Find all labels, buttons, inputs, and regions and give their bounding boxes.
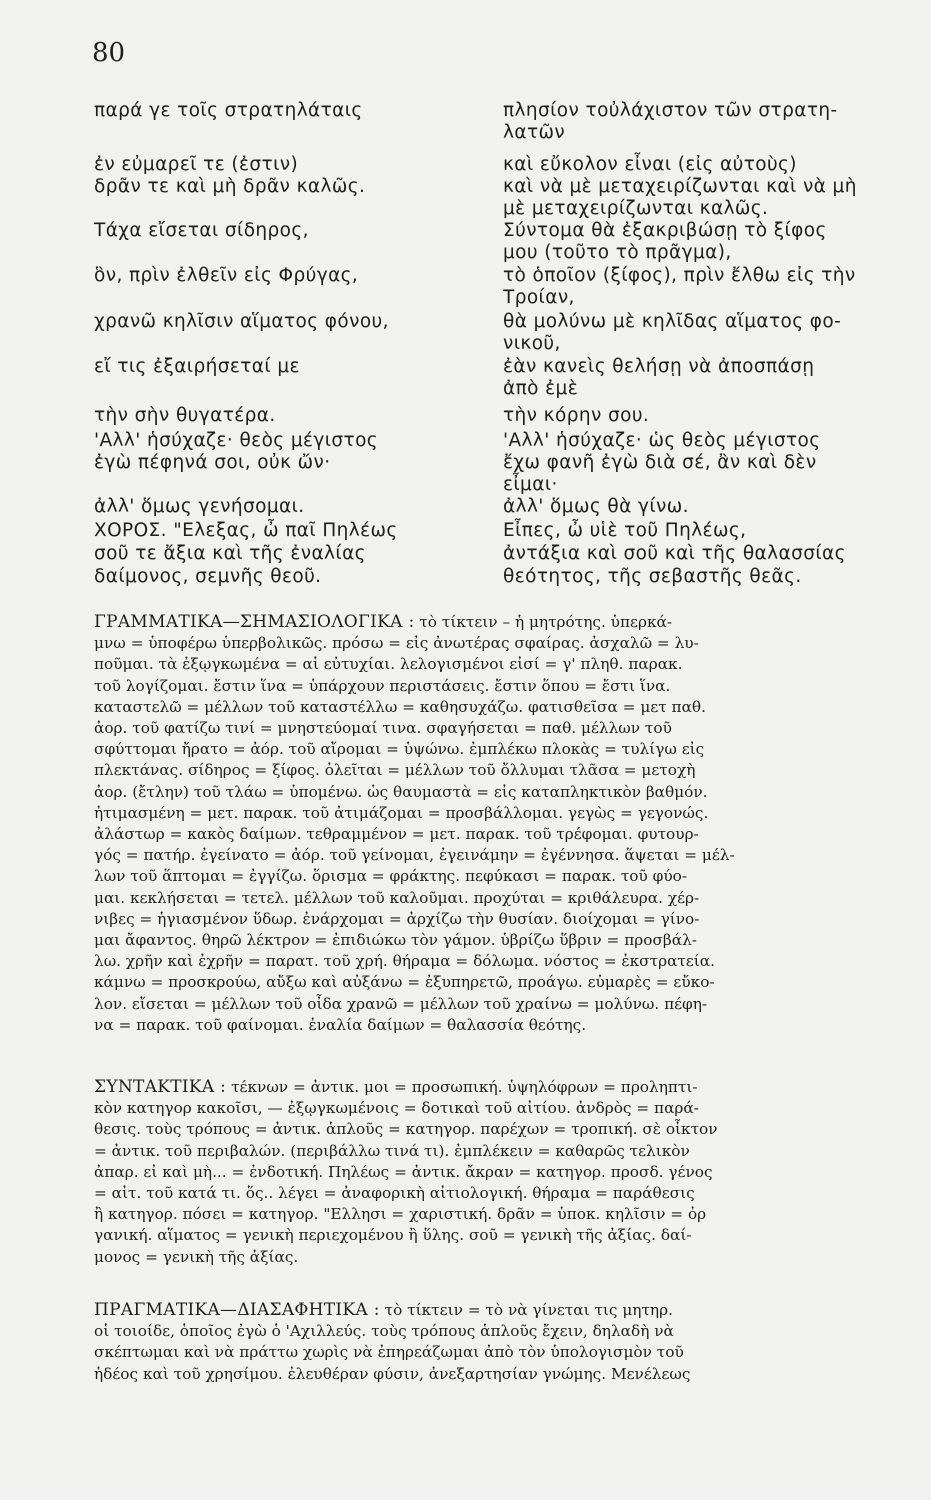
section-heading: ΓΡΑΜΜΑΤΙΚΑ—ΣΗΜΑΣΙΟΛΟΓΙΚΑ : [94,612,415,632]
note-line: λω. χρῆν καὶ ἐχρῆν = παρατ. τοῦ χρή. θήραμα = δόλωμα. νόστος = ἐκστρατεία. [94,952,715,971]
note-line: τοῦ λογίζομαι. ἔστιν ἵνα = ὑπάρχουν περιστάσεις. ἔστιν ὅπου = ἔστι ἵνα. [94,676,671,695]
translation-line: θὰ μολύνω μὲ κηλῖδας αἵματος φο- [503,311,842,332]
translation-line: ἀλλ' ὅμως θὰ γίνω. [503,496,689,517]
note-line: ἀορ. τοῦ φατίζω τινί = μνηστεύομαί τινα. σφαγήσεται = παθ. μέλλων τοῦ [94,719,672,738]
note-line: λον. εἴσεται = μέλλων τοῦ οἶδα χρανῶ = μέλλων τοῦ χραίνω = μολύνω. πέφη- [94,994,708,1013]
translation-line: θεότητος, τῆς σεβαστῆς θεᾶς. [503,566,802,587]
section-heading: ΣΥΝΤΑΚΤΙΚΑ : [94,1077,227,1097]
pragmatika-section [94,1300,930,1385]
note-line: ἡδέος καὶ τοῦ χρησίμου. ἐλευθέραν φύσιν, ἀνεξαρτησίαν γνώμης. Μενέλεως [94,1364,691,1383]
translation-line: μὲ μεταχειρίζωνται καλῶς. [503,198,769,219]
section-heading: ΠΡΑΓΜΑΤΙΚΑ—ΔΙΑΣΑΦΗΤΙΚΑ : [94,1300,380,1320]
note-line: = ἀντικ. τοῦ περιβαλών. (περιβάλλω τινά τι). ἐμπλέκειν = καθαρῶς τελικὸν [94,1141,690,1160]
note-line: τὸ τίκτειν = τὸ νὰ γίνεται τις μητηρ. [384,1301,673,1319]
note-line: ἀορ. (ἔτλην) τοῦ τλάω = ὑπομένω. ὡς θαυμαστὰ = εἰς καταπληκτικὸν βαθμόν. [94,782,708,801]
verse-line: δαίμονος, σεμνῆς θεοῦ. [94,566,322,587]
translation-line: μου (τοῦτο τὸ πρᾶγμα), [503,242,732,263]
note-line: ἠτιμασμένη = μετ. παρακ. τοῦ ἀτιμάζομαι = προσβάλλομαι. γεγὼς = γεγονώς. [94,803,709,822]
translation-line: νικοῦ, [503,333,561,354]
note-line: να = παρακ. τοῦ φαίνομαι. ἐναλία δαίμων = θαλασσία θεότης. [94,1015,587,1034]
translation-line: εἶμαι· [503,474,558,495]
note-line: τὸ τίκτειν – ἡ μητρότης. ὑπερκά- [419,613,673,631]
translation-line: καὶ νὰ μὲ μεταχειρίζωνται καὶ νὰ μὴ [503,176,857,197]
note-line: μαι. κεκλήσεται = τετελ. μέλλων τοῦ καλοῦμαι. προχύται = κριθάλευρα. χέρ- [94,888,700,907]
note-line: ἀλάστωρ = κακὸς δαίμων. τεθραμμένον = μετ. παρακ. τοῦ τρέφομαι. φυτουρ- [94,825,699,844]
translation-line: ἐὰν κανεὶς θελήσῃ νὰ ἀποσπάσῃ [503,356,815,377]
note-line: οἱ τοιοίδε, ὁποῖος ἐγὼ ὁ 'Αχιλλεύς. τοὺς τρόπους ἁπλοῦς ἔχειν, δηλαδὴ νὰ [94,1322,674,1341]
translation-line: 'Αλλ' ἡσύχαζε· ὡς θεὸς μέγιστος [503,430,821,451]
note-line: λων τοῦ ἅπτομαι = ἐγγίζω. ὅρισμα = φράκτης. πεφύκασι = παρακ. τοῦ φύο- [94,867,688,886]
note-line: ἀπαρ. εἰ καὶ μὴ... = ἐνδοτική. Πηλέως = ἀντικ. ἄκραν = κατηγορ. προσδ. γένος [94,1162,713,1181]
syntaktika-section [94,1077,930,1268]
translation-line: λατῶν [503,122,566,143]
verse-line: Τάχα εἴσεται σίδηρος, [94,220,309,241]
verse-line: παρά γε τοῖς στρατηλάταις [94,100,363,121]
note-line: καταστελῶ = μέλλων τοῦ καταστέλλω = καθησυχάζω. φατισθεῖσα = μετ παθ. [94,697,706,716]
verse-line: ἐγὼ πέφηνά σοι, οὐκ ὤν· [94,452,331,473]
note-line: κὸν κατηγορ κακοῖσι, — ἐξῳγκωμένοις = δοτικαὶ τοῦ αἰτίου. ἀνδρὸς = παρά- [94,1099,699,1118]
note-line: νιβες = ἡγιασμένον ὕδωρ. ἐνάρχομαι = ἀρχίζω τὴν θυσίαν. διοίχομαι = γίνο- [94,909,700,928]
note-line: μαι ἄφαντος. θηρῶ λέκτρον = ἐπιδιώκω τὸν γάμον. ὑβρίζω ὕβριν = προσβάλ- [94,931,697,950]
translation-line: ἔχω φανῆ ἐγὼ διὰ σέ, ἂν καὶ δὲν [503,452,817,473]
note-line: = αἰτ. τοῦ κατά τι. ὅς.. λέγει = ἀναφορικὴ αἰτιολογική. θήραμα = παράθεσις [94,1184,695,1203]
translation-line: Εἶπες, ὦ υἱὲ τοῦ Πηλέως, [503,520,747,541]
verse-line: τὴν σὴν θυγατέρα. [94,405,276,426]
translation-line: πλησίον τοὐλάχιστον τῶν στρατη- [503,100,838,121]
verse-line: δρᾶν τε καὶ μὴ δρᾶν καλῶς. [94,176,366,197]
note-line: ἢ κατηγορ. πόσει = κατηγορ. "Ελλησι = χαριστική. δρᾶν = ὑποκ. κηλῖσιν = ὀρ [94,1205,707,1224]
note-line: σφύττομαι ἤρατο = ἀόρ. τοῦ αἴρομαι = ὑψώνω. ἐμπλέκω πλοκὰς = τυλίγω εἰς [94,740,705,759]
note-line: πλεκτάνας. σίδηρος = ξίφος. ὀλεῖται = μέλλων τοῦ ὄλλυμαι τλᾶσα = μετοχὴ [94,761,696,780]
note-line: ποῦμαι. τὰ ἐξῳγκωμένα = αἱ εὐτυχίαι. λελογισμένοι εἰσί = γ' πληθ. παρακ. [94,655,683,674]
note-line: σκέπτωμαι καὶ νὰ πράττω χωρὶς νὰ ἐπηρεάζωμαι ἀπὸ τὸν ὑπολογισμὸν τοῦ [94,1343,684,1362]
translation-line: καὶ εὔκολον εἶναι (εἰς αὐτοὺς) [503,154,797,175]
verse-line: σοῦ τε ἄξια καὶ τῆς ἐναλίας [94,543,366,564]
verse-line: εἴ τις ἐξαιρήσεταί με [94,356,300,377]
note-line: γανική. αἵματος = γενικὴ περιεχομένου ἢ ὕλης. σοῦ = γενικὴ τῆς ἀξίας. δαί- [94,1226,692,1245]
verse-line: ἀλλ' ὅμως γενήσομαι. [94,496,305,517]
translation-line: Τροίαν, [503,287,575,308]
translation-line: τὸ ὁποῖον (ξίφος), πρὶν ἔλθω εἰς τὴν [503,265,856,286]
verse-line: χρανῶ κηλῖσιν αἵματος φόνου, [94,311,389,332]
translation-line: ἀπὸ ἐμὲ [503,378,579,399]
verse-line: ἐν εὐμαρεῖ τε (ἐστιν) [94,154,299,175]
verse-line: ὃν, πρὶν ἐλθεῖν εἰς Φρύγας, [94,265,359,286]
translation-line: ἀντάξια καὶ σοῦ καὶ τῆς θαλασσίας [503,543,846,564]
note-line: γός = πατήρ. ἐγείνατο = ἀόρ. τοῦ γείνομαι, ἐγεινάμην = ἐγέννησα. ἅψεται = μέλ- [94,846,735,865]
verse-line: ΧΟΡΟΣ. "Ελεξας, ὦ παῖ Πηλέως [94,520,398,541]
note-line: θεσις. τοὺς τρόπους = ἀντικ. ἁπλοῦς = κατηγορ. παρέχων = τροπική. σὲ οἶκτον [94,1120,718,1139]
note-line: μνω = ὑποφέρω ὑπερβολικῶς. πρόσω = εἰς ἀνωτέρας σφαίρας. ἀσχαλῶ = λυ- [94,634,699,653]
note-line: μονος = γενικὴ τῆς ἀξίας. [94,1247,299,1266]
page-number: 80 [92,38,126,68]
translation-line: Σύντομα θὰ ἐξακριβώσῃ τὸ ξίφος [503,220,827,241]
verse-line: 'Αλλ' ἡσύχαζε· θεὸς μέγιστος [94,430,379,451]
note-line: τέκνων = ἀντικ. μοι = προσωπική. ὑψηλόφρων = προληπτι- [231,1078,698,1096]
grammatika-section [94,612,930,1036]
translation-line: τὴν κόρην σου. [503,405,650,426]
note-line: κάμνω = προσκρούω, αὔξω καὶ αὐξάνω = ἐξυπηρετῶ, προάγω. εὐμαρὲς = εὔκο- [94,973,715,992]
